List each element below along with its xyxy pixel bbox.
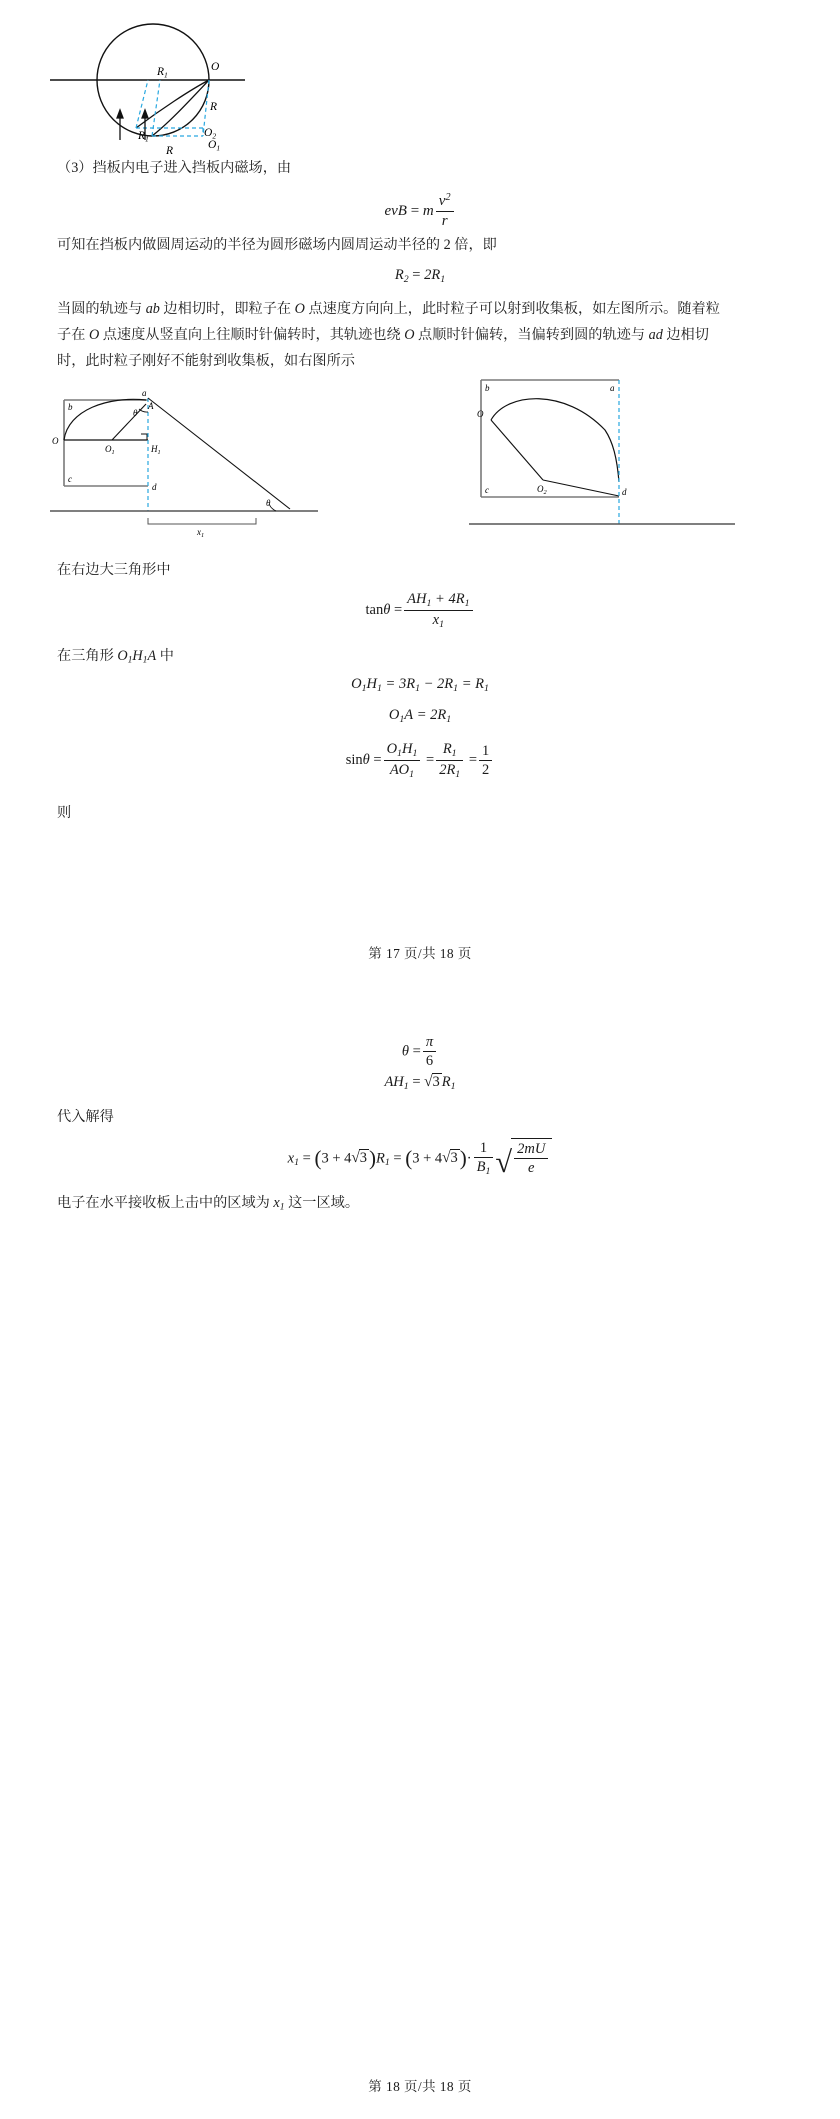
eq-o1a-eq: = 2R [416, 707, 447, 723]
label-O: O [52, 436, 59, 446]
eq-lorentz-den: r [441, 212, 448, 229]
eq-sin-eq1: = [373, 752, 382, 769]
tangent-l2-O2: O [404, 327, 415, 343]
part3-intro-text: （3）挡板内电子进入挡板内磁场，由 [57, 160, 292, 176]
arc-trajectory-right [491, 399, 619, 482]
final-paragraph [57, 1190, 787, 1221]
eq-x1-g1-3: 3 + 4 [321, 1150, 352, 1167]
eq-o1a-A: A [404, 707, 414, 723]
tangent-line-3 [57, 348, 787, 374]
part3-intro-paragraph [57, 155, 787, 181]
label-x1: $x_1$ [197, 527, 205, 539]
arc-trajectory [64, 399, 146, 440]
eq-lorentz-fraction [436, 192, 454, 231]
label-b-right: b [485, 383, 490, 393]
label-O1: $O_1$ [208, 139, 221, 153]
label-A: A [148, 401, 154, 411]
tangent-line-1 [57, 296, 787, 322]
sqrt-icon: √ [424, 1073, 433, 1090]
label-R1-top: $R_1$ [157, 66, 168, 80]
label-d-right: d [622, 487, 627, 497]
equation-sin-theta [0, 740, 840, 782]
tangent-l2-a: 子在 [57, 327, 89, 343]
figure-top-circle-diagram [40, 18, 290, 157]
equation-ah1 [0, 1073, 840, 1092]
eq-x1-paren2-open: ( [405, 1145, 413, 1170]
eq-x1-fraction [474, 1139, 494, 1179]
label-O-right: O [477, 409, 484, 419]
eq-x1-x-sub: 1 [294, 1157, 300, 1169]
tangent-line-2 [57, 322, 787, 348]
eq-tan-den: $x_1$ [432, 612, 444, 630]
equation-tan-theta [0, 590, 840, 632]
eq-o1h1-eq2: = R [461, 676, 484, 692]
equation-o1a [0, 707, 840, 725]
footer-page-18-text: 第 18 页/共 18 页 [368, 2079, 472, 2094]
label-c-right: c [485, 485, 489, 495]
eq-sin-theta: θ [362, 752, 370, 769]
label-O2-right: $O_2$ [537, 484, 547, 496]
sqrt-icon-2: √ [351, 1149, 360, 1167]
tangent-l2-c: 点顺时针偏转，当偏转到圆的轨迹与 [414, 327, 649, 343]
final-x-sub: 1 [279, 1201, 285, 1213]
eq-x1-frac-num: 1 [474, 1139, 494, 1158]
eq-o1h1-eq1-sub: 1 [415, 682, 420, 694]
eq-sin-f3 [479, 742, 492, 780]
eq-theta-sym: θ [401, 1043, 410, 1060]
construction-lines [136, 80, 209, 136]
eq-o1h1-eq2-sub: 1 [483, 682, 489, 694]
tangent-l2-O: O [88, 327, 100, 343]
eq-o1h1-O: O [351, 676, 362, 692]
eq-x1-paren2-close: ) [459, 1145, 467, 1170]
eq-r2-lhs: R [394, 267, 404, 283]
label-a: a [142, 388, 147, 398]
sqrt-icon-4: √ [495, 1145, 513, 1180]
hypotenuse-line [148, 398, 290, 509]
tri-O: O [117, 648, 128, 664]
equation-lorentz [0, 192, 840, 231]
footer-page-17 [0, 942, 840, 962]
eq-sin-f1-den: $AO_1$ [389, 762, 415, 780]
eq-x1-rad-num: 2mU [514, 1140, 548, 1159]
label-a-right: a [610, 383, 615, 393]
eq-o1h1-minus: − 2R [419, 676, 454, 692]
then-paragraph [57, 800, 787, 826]
final-pre: 电子在水平接收板上击中的区域为 [57, 1195, 274, 1211]
eq-o1h1-H-sub: 1 [376, 682, 382, 694]
segment-O2-d [543, 480, 619, 496]
figure-right-trajectory [455, 372, 745, 542]
tri-pre: 在三角形 [57, 648, 118, 664]
eq-x1-paren1-close: ) [369, 1145, 377, 1170]
eq-x1-rad-fraction [514, 1140, 548, 1178]
label-b: b [68, 402, 73, 412]
eq-sin-f3-den: 2 [482, 761, 490, 778]
eq-lorentz-num: $v^2$ [436, 192, 454, 212]
label-O: O [211, 61, 220, 73]
eq-x1-g1-rad: 3 [359, 1150, 368, 1167]
eq-sin-f1-num: $O_1H_1$ [384, 740, 421, 761]
label-O2: $O_2$ [204, 127, 217, 141]
label-R-right: R [210, 101, 218, 113]
tangent-l2-ad: ad [648, 327, 663, 343]
eq-lorentz-lhs: evB [384, 203, 407, 220]
label-theta-inner: θ [133, 408, 138, 418]
eq-x1-radical-group [511, 1138, 552, 1178]
label-R-bottom: R [166, 145, 174, 157]
eq-r2-rhs: 2R [424, 267, 441, 283]
eq-tan-fn: tan [365, 602, 384, 619]
then-text: 则 [57, 805, 72, 821]
eq-ah1-R: R [441, 1074, 451, 1090]
final-x: x [273, 1195, 280, 1211]
final-post: 这一区域。 [284, 1195, 360, 1211]
tangent-l2-b: 点速度从竖直向上往顺时针偏转时，其轨迹也绕 [99, 327, 405, 343]
radius-segment-O1A [112, 404, 146, 440]
eq-ah1-equals: = [412, 1074, 421, 1090]
eq-x1-x: x [287, 1150, 295, 1167]
eq-o1h1-O-sub: 1 [361, 682, 367, 694]
eq-ah1-A-sub: 1 [403, 1080, 409, 1092]
eq-x1-g1-R: R [376, 1150, 385, 1167]
segment-O-O2 [491, 420, 543, 480]
eq-theta-num: π [423, 1033, 436, 1052]
eq-o1h1-minus-sub: 1 [453, 682, 459, 694]
equation-o1h1 [0, 676, 840, 694]
eq-sin-f2-num: $R_1$ [436, 740, 463, 761]
eq-ah1-R-sub: 1 [450, 1080, 456, 1092]
eq-theta-equals: = [412, 1043, 421, 1060]
tangent-paragraph [57, 296, 787, 374]
tangent-l1-O: O [294, 301, 305, 317]
eq-r2-rhs-sub: 1 [440, 273, 446, 285]
eq-tan-num: $AH_1 + 4R_1$ [404, 590, 472, 611]
sqrt-icon-3: √ [442, 1149, 451, 1167]
tangent-l1-a: 当圆的轨迹与 [57, 301, 146, 317]
label-c: c [68, 474, 72, 484]
tangent-l1-c: 点速度方向向上，此时粒子可以射到收集板，如左图所示。随着粒 [304, 301, 720, 317]
equation-x1 [0, 1138, 840, 1179]
eq-tan-fraction [404, 590, 472, 632]
label-d: d [152, 482, 157, 492]
eq-sin-f2-den: $2R_1$ [439, 762, 461, 780]
eq-sin-f1 [384, 740, 421, 782]
footer-page-18 [0, 2075, 840, 2095]
eq-r2-lhs-sub: 2 [403, 273, 409, 285]
eq-lorentz-mass: m [422, 203, 434, 220]
label-R1-inner: $R_1$ [138, 130, 149, 144]
radius-paragraph [57, 232, 787, 258]
substitute-text: 代入解得 [57, 1109, 114, 1125]
eq-x1-paren1-open: ( [314, 1145, 322, 1170]
tangent-l3: 时，此时粒子刚好不能射到收集板，如右图所示 [57, 353, 355, 369]
eq-sin-eq2: = [426, 752, 435, 769]
equation-theta-value [0, 1033, 840, 1071]
eq-ah1-radicand: 3 [432, 1074, 440, 1090]
right-angle-mark [141, 434, 147, 440]
trajectory-arc-1 [136, 80, 209, 128]
tri-A: A [147, 648, 157, 664]
eq-sin-eq3: = [468, 752, 478, 769]
tangent-l2-d: 边相切 [662, 327, 709, 343]
radius-paragraph-text: 可知在挡板内做圆周运动的半径为圆形磁场内圆周运动半径的 2 倍，即 [57, 237, 497, 253]
eq-o1a-eq-sub: 1 [446, 713, 452, 725]
label-theta-ground: θ [266, 498, 271, 508]
eq-x1-g2-rad: 3 [450, 1150, 458, 1167]
eq-o1a-O: O [388, 707, 400, 723]
eq-x1-frac-den: $B_1$ [476, 1159, 491, 1178]
tri-H-sub: 1 [142, 654, 148, 666]
eq-lorentz-equals: = [410, 203, 420, 220]
eq-sin-f2 [436, 740, 463, 782]
big-triangle-text: 在右边大三角形中 [57, 562, 171, 578]
eq-tan-theta: θ [383, 602, 391, 619]
triangle-o1h1a-paragraph [57, 643, 787, 674]
tri-O-sub: 1 [127, 654, 133, 666]
eq-sin-fn: sin [345, 752, 363, 769]
eq-sin-f3-num: 1 [479, 742, 492, 761]
plate-box-right [481, 380, 619, 497]
eq-x1-dot: · [466, 1150, 472, 1167]
eq-theta-den: 6 [425, 1053, 434, 1070]
eq-x1-eq1: = [302, 1150, 311, 1167]
eq-x1-g1-R-sub: 1 [384, 1157, 390, 1169]
substitute-paragraph [57, 1104, 787, 1130]
label-H1: $H_1$ [151, 444, 161, 456]
tri-H: H [132, 648, 143, 664]
footer-page-17-text: 第 17 页/共 18 页 [368, 946, 472, 961]
tangent-l1-ab: ab [145, 301, 160, 317]
x1-measure [148, 518, 256, 524]
eq-ah1-A: AH [384, 1074, 404, 1090]
eq-x1-rad-den: e [528, 1160, 535, 1177]
eq-tan-equals: = [393, 602, 403, 619]
eq-x1-eq2: = [393, 1150, 402, 1167]
eq-x1-g2-3: 3 + 4 [412, 1150, 443, 1167]
tangent-l1-b: 边相切时，即粒子在 [159, 301, 295, 317]
equation-r2 [0, 267, 840, 285]
eq-theta-fraction [423, 1033, 436, 1071]
label-O1: $O_1$ [105, 444, 115, 456]
eq-o1h1-H: H [366, 676, 377, 692]
big-triangle-paragraph [57, 557, 787, 583]
eq-o1a-O-sub: 1 [399, 713, 405, 725]
tri-post: 中 [156, 648, 174, 664]
figure-left-trajectory [38, 378, 328, 543]
eq-o1h1-eq1: = 3R [385, 676, 416, 692]
eq-r2-equals: = [412, 267, 421, 283]
